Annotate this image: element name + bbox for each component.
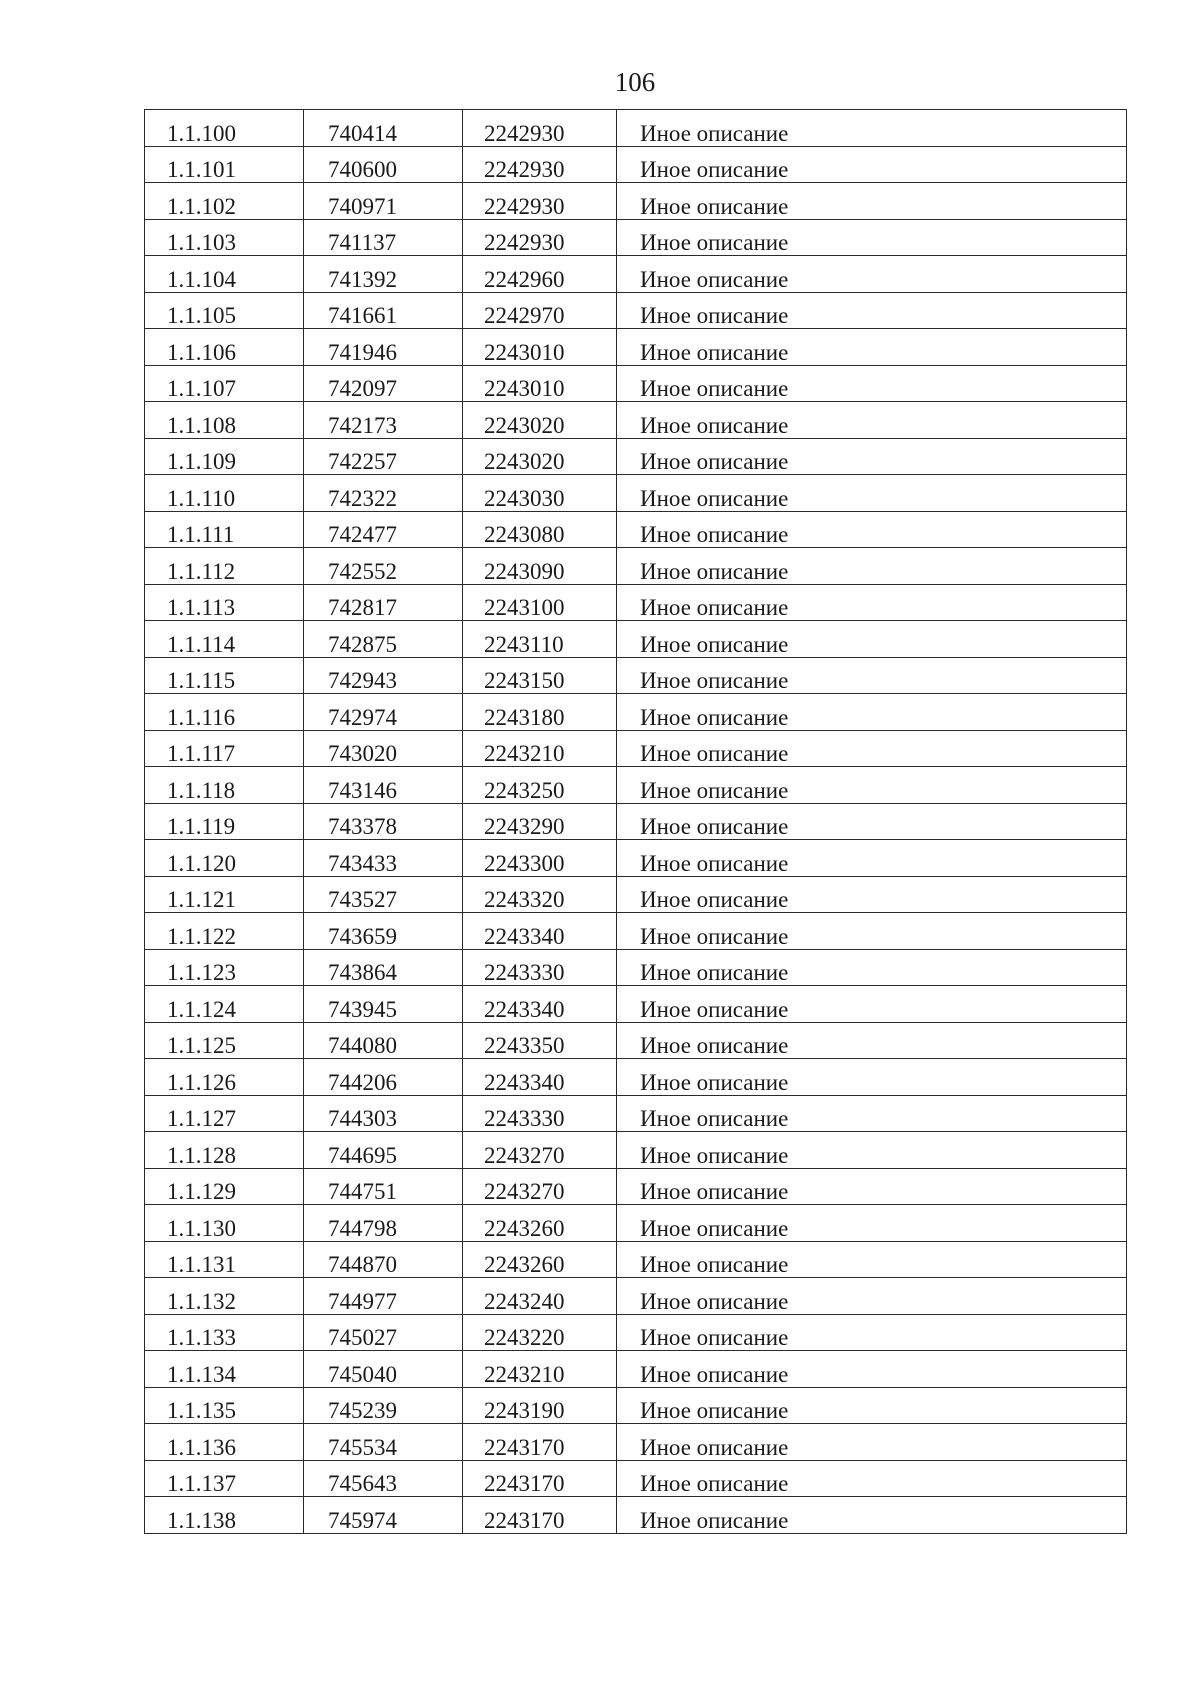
y-coordinate-cell: 2243180 <box>463 694 617 731</box>
y-coordinate-cell: 2243260 <box>463 1241 617 1278</box>
table-row <box>145 1022 1127 1059</box>
point-number-cell: 1.1.134 <box>145 1351 304 1388</box>
y-coordinate-cell: 2243010 <box>463 365 617 402</box>
x-coordinate-cell: 744695 <box>304 1132 463 1169</box>
point-number-cell: 1.1.127 <box>145 1095 304 1132</box>
description-cell: Иное описание <box>617 767 1127 804</box>
point-number-cell: 1.1.129 <box>145 1168 304 1205</box>
description-cell: Иное описание <box>617 146 1127 183</box>
description-cell: Иное описание <box>617 110 1127 147</box>
x-coordinate-cell: 742817 <box>304 584 463 621</box>
point-number-cell: 1.1.124 <box>145 986 304 1023</box>
description-cell: Иное описание <box>617 1022 1127 1059</box>
x-coordinate-cell: 742173 <box>304 402 463 439</box>
table-row <box>145 1132 1127 1169</box>
description-cell: Иное описание <box>617 1497 1127 1534</box>
y-coordinate-cell: 2243300 <box>463 840 617 877</box>
y-coordinate-cell: 2243190 <box>463 1387 617 1424</box>
point-number-cell: 1.1.109 <box>145 438 304 475</box>
x-coordinate-cell: 744870 <box>304 1241 463 1278</box>
description-cell: Иное описание <box>617 694 1127 731</box>
description-cell: Иное описание <box>617 402 1127 439</box>
point-number-cell: 1.1.118 <box>145 767 304 804</box>
x-coordinate-cell: 742097 <box>304 365 463 402</box>
table-row <box>145 840 1127 877</box>
x-coordinate-cell: 741392 <box>304 256 463 293</box>
table-row <box>145 1059 1127 1096</box>
description-cell: Иное описание <box>617 1132 1127 1169</box>
point-number-cell: 1.1.131 <box>145 1241 304 1278</box>
table-row <box>145 146 1127 183</box>
x-coordinate-cell: 743864 <box>304 949 463 986</box>
point-number-cell: 1.1.105 <box>145 292 304 329</box>
y-coordinate-cell: 2243270 <box>463 1168 617 1205</box>
x-coordinate-cell: 743146 <box>304 767 463 804</box>
y-coordinate-cell: 2242970 <box>463 292 617 329</box>
point-number-cell: 1.1.121 <box>145 876 304 913</box>
point-number-cell: 1.1.126 <box>145 1059 304 1096</box>
coordinates-table <box>144 109 1127 1534</box>
y-coordinate-cell: 2243210 <box>463 730 617 767</box>
y-coordinate-cell: 2243250 <box>463 767 617 804</box>
table-row <box>145 1387 1127 1424</box>
y-coordinate-cell: 2243170 <box>463 1497 617 1534</box>
description-cell: Иное описание <box>617 949 1127 986</box>
point-number-cell: 1.1.130 <box>145 1205 304 1242</box>
point-number-cell: 1.1.113 <box>145 584 304 621</box>
table-row <box>145 767 1127 804</box>
x-coordinate-cell: 744303 <box>304 1095 463 1132</box>
point-number-cell: 1.1.106 <box>145 329 304 366</box>
point-number-cell: 1.1.102 <box>145 183 304 220</box>
y-coordinate-cell: 2243340 <box>463 1059 617 1096</box>
description-cell: Иное описание <box>617 1059 1127 1096</box>
x-coordinate-cell: 742477 <box>304 511 463 548</box>
point-number-cell: 1.1.132 <box>145 1278 304 1315</box>
table-row <box>145 730 1127 767</box>
point-number-cell: 1.1.123 <box>145 949 304 986</box>
table-row <box>145 256 1127 293</box>
description-cell: Иное описание <box>617 584 1127 621</box>
point-number-cell: 1.1.133 <box>145 1314 304 1351</box>
table-row <box>145 402 1127 439</box>
table-row <box>145 1351 1127 1388</box>
x-coordinate-cell: 743945 <box>304 986 463 1023</box>
description-cell: Иное описание <box>617 1241 1127 1278</box>
table-row <box>145 1424 1127 1461</box>
x-coordinate-cell: 741137 <box>304 219 463 256</box>
table-row <box>145 657 1127 694</box>
description-cell: Иное описание <box>617 1460 1127 1497</box>
x-coordinate-cell: 742322 <box>304 475 463 512</box>
y-coordinate-cell: 2243330 <box>463 949 617 986</box>
y-coordinate-cell: 2243170 <box>463 1424 617 1461</box>
point-number-cell: 1.1.112 <box>145 548 304 585</box>
point-number-cell: 1.1.104 <box>145 256 304 293</box>
y-coordinate-cell: 2243020 <box>463 402 617 439</box>
table-row <box>145 1460 1127 1497</box>
point-number-cell: 1.1.107 <box>145 365 304 402</box>
y-coordinate-cell: 2243030 <box>463 475 617 512</box>
table-row <box>145 475 1127 512</box>
description-cell: Иное описание <box>617 657 1127 694</box>
y-coordinate-cell: 2243020 <box>463 438 617 475</box>
y-coordinate-cell: 2243260 <box>463 1205 617 1242</box>
x-coordinate-cell: 744798 <box>304 1205 463 1242</box>
description-cell: Иное описание <box>617 621 1127 658</box>
table-row <box>145 584 1127 621</box>
x-coordinate-cell: 745534 <box>304 1424 463 1461</box>
description-cell: Иное описание <box>617 730 1127 767</box>
description-cell: Иное описание <box>617 329 1127 366</box>
x-coordinate-cell: 742552 <box>304 548 463 585</box>
point-number-cell: 1.1.103 <box>145 219 304 256</box>
x-coordinate-cell: 745040 <box>304 1351 463 1388</box>
point-number-cell: 1.1.137 <box>145 1460 304 1497</box>
table-row <box>145 1314 1127 1351</box>
point-number-cell: 1.1.119 <box>145 803 304 840</box>
table-row <box>145 1497 1127 1534</box>
x-coordinate-cell: 742875 <box>304 621 463 658</box>
y-coordinate-cell: 2243010 <box>463 329 617 366</box>
table-row <box>145 292 1127 329</box>
y-coordinate-cell: 2242930 <box>463 110 617 147</box>
x-coordinate-cell: 741661 <box>304 292 463 329</box>
table-row <box>145 621 1127 658</box>
x-coordinate-cell: 745027 <box>304 1314 463 1351</box>
table-row <box>145 511 1127 548</box>
point-number-cell: 1.1.114 <box>145 621 304 658</box>
table-row <box>145 1095 1127 1132</box>
y-coordinate-cell: 2243270 <box>463 1132 617 1169</box>
description-cell: Иное описание <box>617 183 1127 220</box>
table-row <box>145 803 1127 840</box>
description-cell: Иное описание <box>617 438 1127 475</box>
description-cell: Иное описание <box>617 475 1127 512</box>
table-row <box>145 876 1127 913</box>
description-cell: Иное описание <box>617 840 1127 877</box>
point-number-cell: 1.1.136 <box>145 1424 304 1461</box>
description-cell: Иное описание <box>617 1314 1127 1351</box>
description-cell: Иное описание <box>617 219 1127 256</box>
x-coordinate-cell: 743433 <box>304 840 463 877</box>
description-cell: Иное описание <box>617 1095 1127 1132</box>
x-coordinate-cell: 744977 <box>304 1278 463 1315</box>
table-body <box>145 110 1127 1534</box>
x-coordinate-cell: 744206 <box>304 1059 463 1096</box>
y-coordinate-cell: 2243350 <box>463 1022 617 1059</box>
x-coordinate-cell: 742257 <box>304 438 463 475</box>
x-coordinate-cell: 745643 <box>304 1460 463 1497</box>
description-cell: Иное описание <box>617 986 1127 1023</box>
point-number-cell: 1.1.108 <box>145 402 304 439</box>
page-number: 106 <box>614 67 656 97</box>
table-row <box>145 548 1127 585</box>
description-cell: Иное описание <box>617 511 1127 548</box>
point-number-cell: 1.1.128 <box>145 1132 304 1169</box>
point-number-cell: 1.1.116 <box>145 694 304 731</box>
x-coordinate-cell: 743659 <box>304 913 463 950</box>
point-number-cell: 1.1.122 <box>145 913 304 950</box>
point-number-cell: 1.1.125 <box>145 1022 304 1059</box>
y-coordinate-cell: 2243210 <box>463 1351 617 1388</box>
x-coordinate-cell: 744080 <box>304 1022 463 1059</box>
y-coordinate-cell: 2243240 <box>463 1278 617 1315</box>
x-coordinate-cell: 745974 <box>304 1497 463 1534</box>
y-coordinate-cell: 2242960 <box>463 256 617 293</box>
point-number-cell: 1.1.110 <box>145 475 304 512</box>
description-cell: Иное описание <box>617 548 1127 585</box>
table-row <box>145 913 1127 950</box>
table-row <box>145 329 1127 366</box>
x-coordinate-cell: 743527 <box>304 876 463 913</box>
table-row <box>145 1241 1127 1278</box>
table-row <box>145 365 1127 402</box>
y-coordinate-cell: 2243220 <box>463 1314 617 1351</box>
x-coordinate-cell: 742943 <box>304 657 463 694</box>
y-coordinate-cell: 2243150 <box>463 657 617 694</box>
table-row <box>145 1278 1127 1315</box>
x-coordinate-cell: 744751 <box>304 1168 463 1205</box>
table-row <box>145 949 1127 986</box>
table-row <box>145 986 1127 1023</box>
y-coordinate-cell: 2243340 <box>463 986 617 1023</box>
x-coordinate-cell: 740971 <box>304 183 463 220</box>
point-number-cell: 1.1.138 <box>145 1497 304 1534</box>
x-coordinate-cell: 740414 <box>304 110 463 147</box>
y-coordinate-cell: 2243110 <box>463 621 617 658</box>
x-coordinate-cell: 741946 <box>304 329 463 366</box>
point-number-cell: 1.1.101 <box>145 146 304 183</box>
description-cell: Иное описание <box>617 1168 1127 1205</box>
x-coordinate-cell: 742974 <box>304 694 463 731</box>
y-coordinate-cell: 2243170 <box>463 1460 617 1497</box>
description-cell: Иное описание <box>617 365 1127 402</box>
y-coordinate-cell: 2243100 <box>463 584 617 621</box>
description-cell: Иное описание <box>617 256 1127 293</box>
description-cell: Иное описание <box>617 292 1127 329</box>
table-row <box>145 219 1127 256</box>
table-row <box>145 1205 1127 1242</box>
point-number-cell: 1.1.135 <box>145 1387 304 1424</box>
point-number-cell: 1.1.117 <box>145 730 304 767</box>
y-coordinate-cell: 2242930 <box>463 146 617 183</box>
description-cell: Иное описание <box>617 803 1127 840</box>
point-number-cell: 1.1.120 <box>145 840 304 877</box>
y-coordinate-cell: 2242930 <box>463 219 617 256</box>
description-cell: Иное описание <box>617 913 1127 950</box>
description-cell: Иное описание <box>617 876 1127 913</box>
table-row <box>145 110 1127 147</box>
x-coordinate-cell: 743020 <box>304 730 463 767</box>
y-coordinate-cell: 2243340 <box>463 913 617 950</box>
x-coordinate-cell: 745239 <box>304 1387 463 1424</box>
y-coordinate-cell: 2243330 <box>463 1095 617 1132</box>
y-coordinate-cell: 2243090 <box>463 548 617 585</box>
point-number-cell: 1.1.115 <box>145 657 304 694</box>
table-row <box>145 183 1127 220</box>
x-coordinate-cell: 740600 <box>304 146 463 183</box>
description-cell: Иное описание <box>617 1387 1127 1424</box>
y-coordinate-cell: 2243320 <box>463 876 617 913</box>
description-cell: Иное описание <box>617 1351 1127 1388</box>
y-coordinate-cell: 2243290 <box>463 803 617 840</box>
point-number-cell: 1.1.111 <box>145 511 304 548</box>
table-row <box>145 438 1127 475</box>
table-row <box>145 1168 1127 1205</box>
description-cell: Иное описание <box>617 1205 1127 1242</box>
point-number-cell: 1.1.100 <box>145 110 304 147</box>
description-cell: Иное описание <box>617 1278 1127 1315</box>
description-cell: Иное описание <box>617 1424 1127 1461</box>
y-coordinate-cell: 2243080 <box>463 511 617 548</box>
table-row <box>145 694 1127 731</box>
x-coordinate-cell: 743378 <box>304 803 463 840</box>
y-coordinate-cell: 2242930 <box>463 183 617 220</box>
